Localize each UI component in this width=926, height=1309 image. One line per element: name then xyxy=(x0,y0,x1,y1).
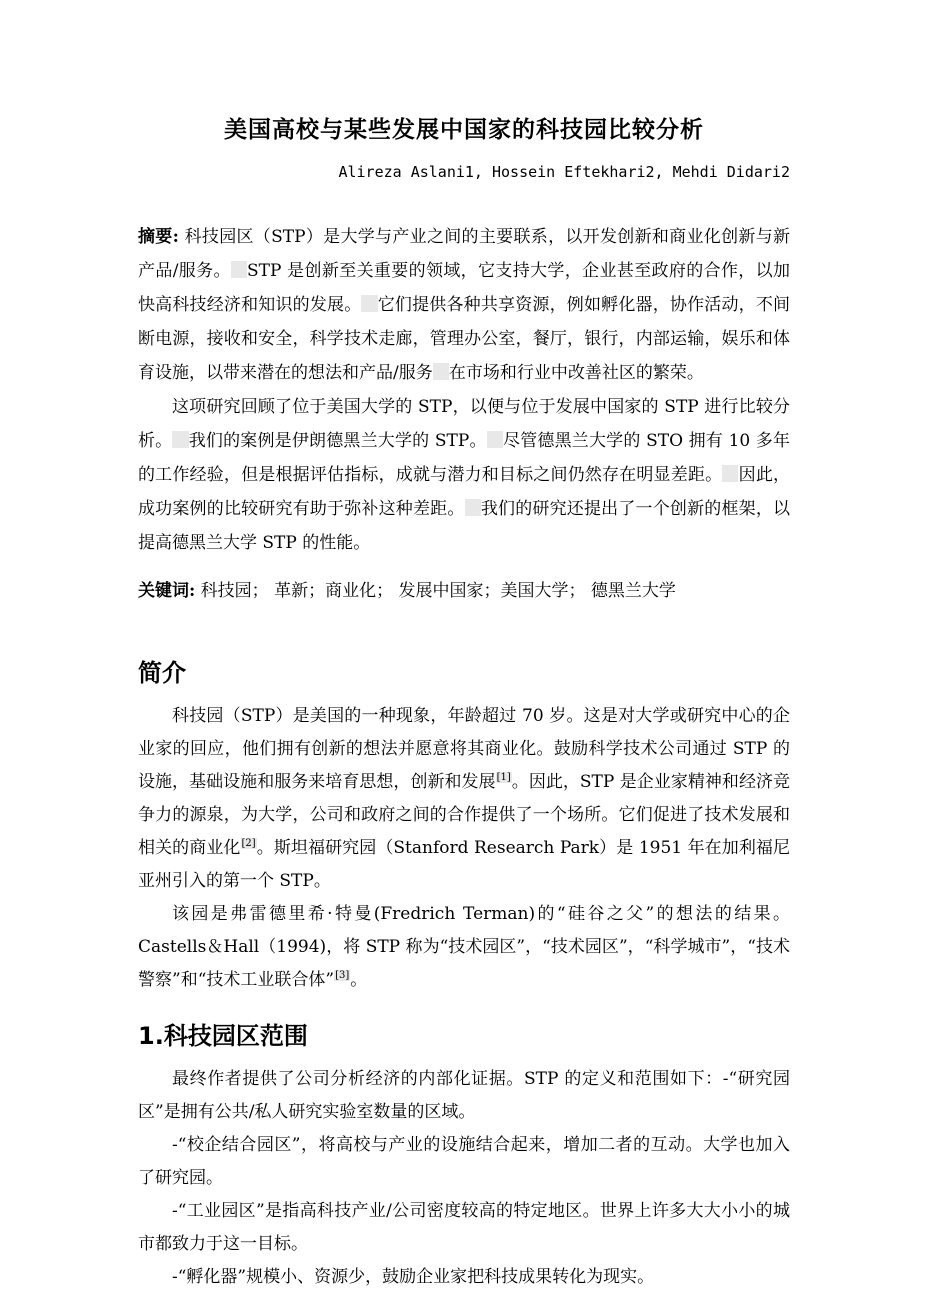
reference-superscript-2: [2] xyxy=(241,838,256,850)
abstract-paragraph-2 xyxy=(138,390,790,560)
abstract-label: 摘要: xyxy=(138,227,179,247)
highlight-mark xyxy=(465,499,481,516)
page-title: 美国高校与某些发展中国家的科技园比较分析 xyxy=(224,117,704,143)
abstract-text: 因此，成功案例的比较研究有助于弥补这种差距。 xyxy=(138,465,791,519)
intro-paragraph-1 xyxy=(138,700,790,898)
abstract-text: 科技园区（STP）是大学与产业之间的主要联系，以开发创新和商业化创新与新产品/服务。 xyxy=(138,227,791,281)
highlight-mark xyxy=(361,295,377,312)
keywords-text: 科技园； 革新；商业化； 发展中国家；美国大学； 德黑兰大学 xyxy=(195,581,676,601)
abstract-text: STP 是创新至关重要的领域，它支持大学，企业甚至政府的合作，以加快高科技经济和知识的发展。 xyxy=(138,261,790,315)
highlight-mark xyxy=(433,363,449,380)
abstract-text: 我们的案例是伊朗德黑兰大学的 STP。 xyxy=(188,431,487,451)
section1-paragraph-3: -“工业园区”是指高科技产业/公司密度较高的特定地区。世界上许多大大小小的城市都致力于这一目标。 xyxy=(138,1201,790,1254)
abstract-text: 我们的研究还提出了一个创新的框架，以提高德黑兰大学 STP 的性能。 xyxy=(138,499,791,553)
section1-paragraph-1: 最终作者提供了公司分析经济的内部化证据。STP 的定义和范围如下：-“研究园区”是拥有公共/私人研究实验室数量的区域。 xyxy=(138,1069,790,1122)
abstract-text: 在市场和行业中改善社区的繁荣。 xyxy=(448,363,704,383)
reference-superscript-1: [1] xyxy=(496,772,511,784)
keywords-line xyxy=(138,574,790,608)
abstract-block xyxy=(138,220,790,560)
intro-text: 。 xyxy=(350,970,368,990)
abstract-text: 这项研究回顾了位于美国大学的 STP，以便与位于发展中国家的 STP 进行比较分析。 xyxy=(138,397,790,451)
intro-text: 该园是弗雷德里希·特曼(Fredrich Terman)的“硅谷之父”的想法的结果。Castells＆Hall（1994)，将 STP 称为“技术园区”，“技术园区”，“科学城市”，“技术警察”和“技术工业联合体” xyxy=(138,904,790,990)
authors-line: Alireza Aslani1, Hossein Eftekhari2, Mehdi Didari2 xyxy=(338,163,790,181)
intro-paragraph-2 xyxy=(138,898,790,997)
keywords-label: 关键词: xyxy=(138,581,196,601)
highlight-mark xyxy=(172,431,188,448)
highlight-mark xyxy=(487,431,503,448)
section-heading-intro: 简介 xyxy=(138,659,186,687)
section1-paragraph-2: -“校企结合园区”，将高校与产业的设施结合起来，增加二者的互动。大学也加入了研究园。 xyxy=(138,1135,790,1188)
highlight-mark xyxy=(722,465,738,482)
abstract-text: 尽管德黑兰大学的 STO 拥有 10 多年的工作经验，但是根据评估指标，成就与潜力和目标之间仍然存在明显差距。 xyxy=(138,431,790,485)
highlight-mark xyxy=(231,261,247,278)
intro-text: 科技园（STP）是美国的一种现象，年龄超过 70 岁。这是对大学或研究中心的企业家的回应，他们拥有创新的想法并愿意将其商业化。鼓励科学技术公司通过 STP 的设施，基础设施和服务来培育思想，创新和发展 xyxy=(138,706,790,792)
section-heading-1: 1.科技园区范围 xyxy=(138,1022,308,1050)
abstract-text: 它们提供各种共享资源，例如孵化器，协作活动，不间断电源，接收和安全，科学技术走廊，管理办公室，餐厅，银行，内部运输，娱乐和体育设施，以带来潜在的想法和产品/服务 xyxy=(138,295,791,383)
section1-paragraph-4: -“孵化器”规模小、资源少，鼓励企业家把科技成果转化为现实。 xyxy=(172,1267,655,1287)
intro-text: 。斯坦福研究园（Stanford Research Park）是 1951 年在加利福尼亚州引入的第一个 STP。 xyxy=(138,838,790,891)
reference-superscript-3: [3] xyxy=(335,970,350,982)
intro-text: 。因此，STP 是企业家精神和经济竞争力的源泉，为大学，公司和政府之间的合作提供了一个场所。它们促进了技术发展和相关的商业化 xyxy=(138,772,791,858)
abstract-paragraph-1 xyxy=(138,220,790,390)
